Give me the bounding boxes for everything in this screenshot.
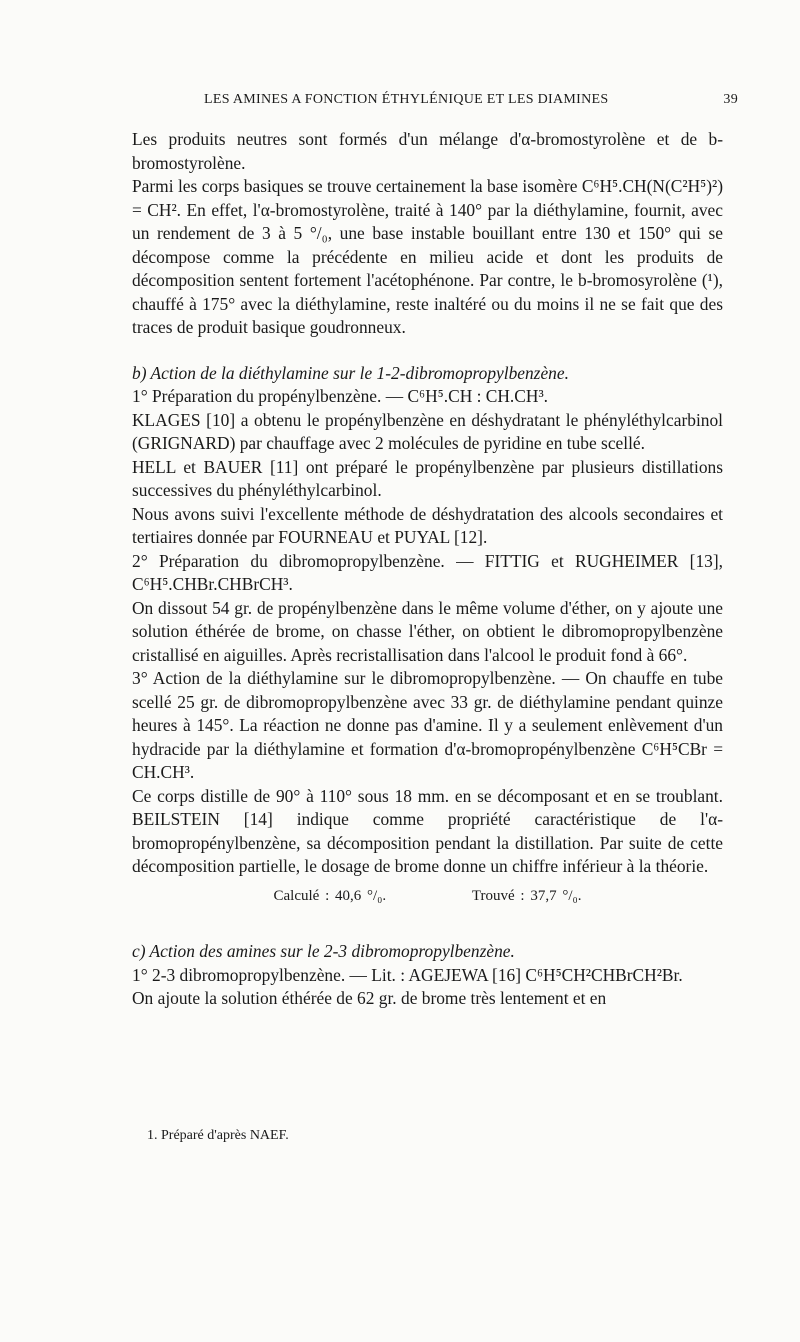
paragraph: Ce corps distille de 90° à 110° sous 18 mm. en se décomposant et en se troublant. BEILSTEIN [14] indique comme propriété caractéristique de l'α-bromopropénylbenzène, sa décomposition pendant la distillation. Par suite de cette décomposition partielle, le dosage de brome donne un chiffre inférieur à la théorie. (132, 785, 723, 876)
found-value: Trouvé : 37,7 °/₀. (471, 887, 582, 904)
paragraph: Parmi les corps basiques se trouve certainement la base isomère C⁶H⁵.CH(N(C²H⁵)²) = CH². En effet, l'α-bromostyrolène, traité à 140° par la diéthylamine, fournit, avec un rendement de 3 à 5 °/₀, une base instable bouillant entre 130 et 150° qui se décompose comme la précédente en milieu acide et dont les produits de décomposition sentent fortement l'acétophénone. Par contre, le b-bromosyrolène (¹), chauffé à 175° avec la diéthylamine, reste inaltéré ou du moins il ne se fait que des traces de produit basique goudronneux. (132, 176, 723, 337)
footnote: 1. Préparé d'après NAEF. (147, 1128, 289, 1143)
header-title: LES AMINES A FONCTION ÉTHYLÉNIQUE ET LES DIAMINES (204, 92, 609, 107)
page-number: 39 (723, 92, 738, 107)
paragraph: Les produits neutres sont formés d'un mélange d'α-bromostyrolène et de b-bromostyrolène. (132, 129, 723, 173)
paragraph: On dissout 54 gr. de propénylbenzène dans le même volume d'éther, on y ajoute une solution éthérée de brome, on chasse l'éther, on obtient le dibromopropylbenzène cristallisé en aiguilles. Après recristallisation dans l'alcool le produit fond à 66°. (132, 597, 723, 665)
paragraph: KLAGES [10] a obtenu le propénylbenzène en déshydratant le phényléthylcarbinol (GRIGNARD) par chauffage avec 2 molécules de pyridine en tube scellé. (132, 409, 723, 453)
section-heading: c) Action des amines sur le 2-3 dibromopropylbenzène. (132, 941, 515, 961)
main-text (132, 128, 723, 1011)
subsection-heading: 2° Préparation du dibromopropylbenzène. — FITTIG et RUGHEIMER [13], C⁶H⁵.CHBr.CHBrCH³. (132, 550, 723, 594)
subsection-heading: 1° 2-3 dibromopropylbenzène. — Lit. : AGEJEWA [16] C⁶H⁵CH²CHBrCH²Br. (132, 964, 683, 985)
subsection-heading: 1° Préparation du propénylbenzène. — C⁶H⁵.CH : CH.CH³. (132, 386, 548, 406)
calculated-value: Calculé : 40,6 °/₀. (273, 887, 387, 904)
analysis-result (132, 885, 723, 909)
paragraph: 3° Action de la diéthylamine sur le dibromopropylbenzène. — On chauffe en tube scellé 25 gr. de dibromopropylbenzène avec 33 gr. de diéthylamine pendant quinze heures à 145°. La réaction ne donne pas d'amine. Il y a seulement enlèvement d'un hydracide par la diéthylamine et formation d'α-bromopropénylbenzène C⁶H⁵CBr = CH.CH³. (132, 668, 723, 782)
paragraph: Nous avons suivi l'excellente méthode de déshydratation des alcools secondaires et tertiaires donnée par FOURNEAU et PUYAL [12]. (132, 503, 723, 547)
paragraph: HELL et BAUER [11] ont préparé le propénylbenzène par plusieurs distillations successives du phényléthylcarbinol. (132, 456, 723, 500)
paragraph: On ajoute la solution éthérée de 62 gr. de brome très lentement et en (132, 988, 607, 1008)
section-heading: b) Action de la diéthylamine sur le 1-2-dibromopropylbenzène. (132, 362, 569, 383)
